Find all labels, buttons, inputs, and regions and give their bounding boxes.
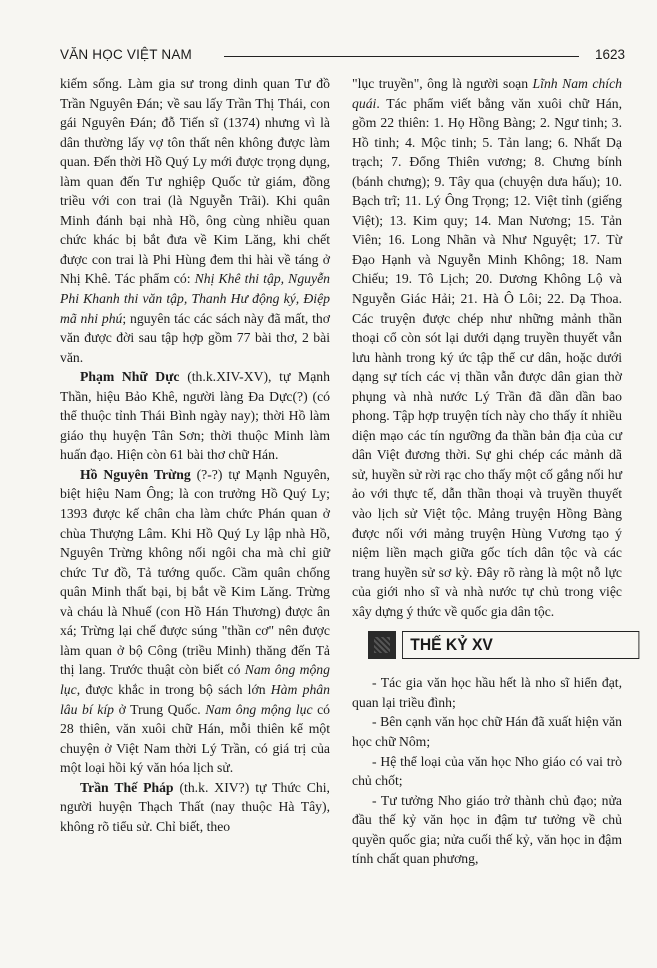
left-column: [60, 74, 330, 836]
works-title: Nhị Khê thi tập, Nguyễn Phi Khanh thi văn tập, Thanh Hư động ký, Điệp mã nhi phú: [60, 271, 330, 326]
section-heading: [352, 631, 622, 663]
works-title: Hàm phân lâu bí kíp: [60, 681, 330, 717]
page-header: [60, 47, 625, 65]
page-number: 1623: [594, 47, 625, 62]
paragraph-linh-nam-chich-quai: "lục truyền", ông là người soạn Lĩnh Nam chích quái. Tác phẩm viết bằng văn xuôi chữ Hán, gồm 22 thiên: 1. Họ Hồng Bàng; 2. Ngư tinh; 3. Hồ tinh; 4. Mộc tinh; 5. Tản lang; 6. Nhất Dạ trạch; 7. Đổng Thiên vương; 8. Chưng bính (bánh chưng); 9. Tây qua (chuyện dưa hấu); 10. Bạch trĩ; 11. Lý Ông Trọng; 12. Việt tỉnh (giếng Việt); 13. Kim quy; 14. Man Nương; 15. Tản Viên; 16. Long Nhãn và Như Nguyệt; 17. Từ Đạo Hạnh và Nguyễn Minh Không; 18. Nam Chiếu; 19. Tô Lịch; 20. Dương Không Lộ và Nguyễn Giác Hải; 21. Hà Ô Lôi; 22. Dạ Thoa. Các truyện được chép như những mảnh thần thoại cổ còn sót lại dưới dạng truyền thuyết vẫn lưu hành trong ký ức tập thể cư dân, hoặc dưới dạng sự tích các vị thần vẫn được dân gian thờ phụng và nhà nước Lý Trần đã dần dần bao phong. Tập hợp truyện tích này cho thấy ít nhiều diện mạo các tín ngưỡng đa thần bản địa của cư dân Việt đương thời. Sự ghi chép các mảnh dã sử, huyền sử rời rạc cho thấy một cố gắng nối hư ảo với thực tế, dẫn thần thoại và truyền thuyết vào lịch sử Việt tộc. Mảng truyện Hồng Bàng được nối với mảng truyện Hùng Vương tạo ý niệm liền mạch giữa gốc tích dân tộc và các trang huyền sử sơ kỳ. Đây rõ ràng là một nỗ lực của giới nho sĩ và nhà nước tự chủ trong việc xây dựng ý thức về quốc gia dân tộc.: [352, 76, 622, 619]
author-name: Hồ Nguyên Trừng: [80, 466, 191, 482]
paragraph-nguyen-phi-khanh: kiếm sống. Làm gia sư trong dinh quan Tư đồ Trần Nguyên Đán; về sau lấy Trần Thị Thái, con gái Nguyên Đán; đỗ Tiến sĩ (1374) nhưng vì là dân thường lấy vợ tôn thất nên không được làm quan. Đến thời Hồ Quý Ly mới được trọng dụng, làm quan đến Tư nghiệp Quốc tử giám, đồng triều với con trai (là Nguyễn Trãi). Khi quân Minh đánh bại nhà Hồ, ông cùng nhiều quan chức khác bị bắt đưa về Kim Lăng, khi chết được con trai là Phi Hùng đem thi hài về táng ở Nhị Khê. Tác phẩm có: Nhị Khê thi tập, Nguyễn Phi Khanh thi văn tập, Thanh Hư động ký, Điệp mã nhi phú; nguyên tác các sách này đã mất, thơ văn được đời sau tập hợp gồm 77 bài thơ, 2 bài văn.: [60, 76, 331, 365]
paragraph-pham-nhu-duc: Phạm Nhữ Dực (th.k.XIV-XV), tự Mạnh Thần, hiệu Bảo Khê, người làng Đa Dực(?) (có thể thuộc tỉnh Thái Bình ngày nay); thời Hồ làm giáo thụ huyện Tân Sơn; thời thuộc Minh làm huấn đạo. Hiện còn 61 bài thơ chữ Hán.: [60, 369, 330, 463]
running-title: VĂN HỌC VIỆT NAM: [60, 47, 192, 62]
section-title: THẾ KỶ XV: [402, 631, 639, 659]
list-item: - Hệ thể loại của văn học Nho giáo có vai trò chủ chốt;: [352, 753, 622, 789]
paragraph-tran-the-phap: Trần Thế Pháp (th.k. XIV?) tự Thức Chi, người huyện Thạch Thất (nay thuộc Hà Tây), không rõ tiểu sử. Chỉ biết, theo: [60, 779, 330, 834]
list-item: - Tư tưởng Nho giáo trở thành chủ đạo; nửa đầu thế kỷ văn học in đậm tư tưởng về chủ quyền quốc gia; nửa cuối thế kỷ, văn học in đậm tính chất quan phương,: [352, 792, 622, 867]
list-item: - Tác gia văn học hầu hết là nho sĩ hiển đạt, quan lại triều đình;: [352, 675, 622, 710]
list-item: - Bên cạnh văn học chữ Hán đã xuất hiện văn học chữ Nôm;: [352, 714, 622, 749]
section-marker-icon: [368, 631, 396, 659]
header-rule: [224, 56, 579, 57]
works-title: Lĩnh Nam chích quái: [352, 76, 622, 111]
author-name: Phạm Nhữ Dực: [80, 369, 180, 385]
paragraph-ho-nguyen-trung: Hồ Nguyên Trừng (?-?) tự Mạnh Nguyên, biệt hiệu Nam Ông; là con trưởng Hồ Quý Ly; 1393 được kế chân cha làm chức Phán quan ở chùa Thượng Lâm. Khi Hồ Quý Ly lập nhà Hồ, Nguyên Trừng không nối ngôi cha mà chỉ giữ chức Tư đồ, Tả tướng quốc. Cầm quân chống quân Minh thất bại, bị bắt về Kim Lăng. Trừng và cháu là Nhuế (con Hồ Hán Thương) được ân xá; Trừng lại chế được súng "thần cơ" nên được làm quan ở bộ Công (triều Minh) thăng đến Tả thị lang. Trước thuật còn biết có Nam ông mộng lục, được khắc in trong bộ sách lớn Hàm phân lâu bí kíp ở Trung Quốc. Nam ông mộng lục có 28 thiên, văn xuôi chữ Hán, mỗi thiên kể một chuyện ở Việt Nam thời Lý Trần, có giá trị của một loại hồi ký văn hóa lịch sử.: [60, 466, 331, 776]
works-title: Nam ông mộng lục: [60, 662, 330, 697]
works-title: Nam ông mộng lục: [205, 701, 313, 717]
author-name: Trần Thế Pháp: [80, 779, 174, 795]
right-column: [352, 74, 622, 869]
